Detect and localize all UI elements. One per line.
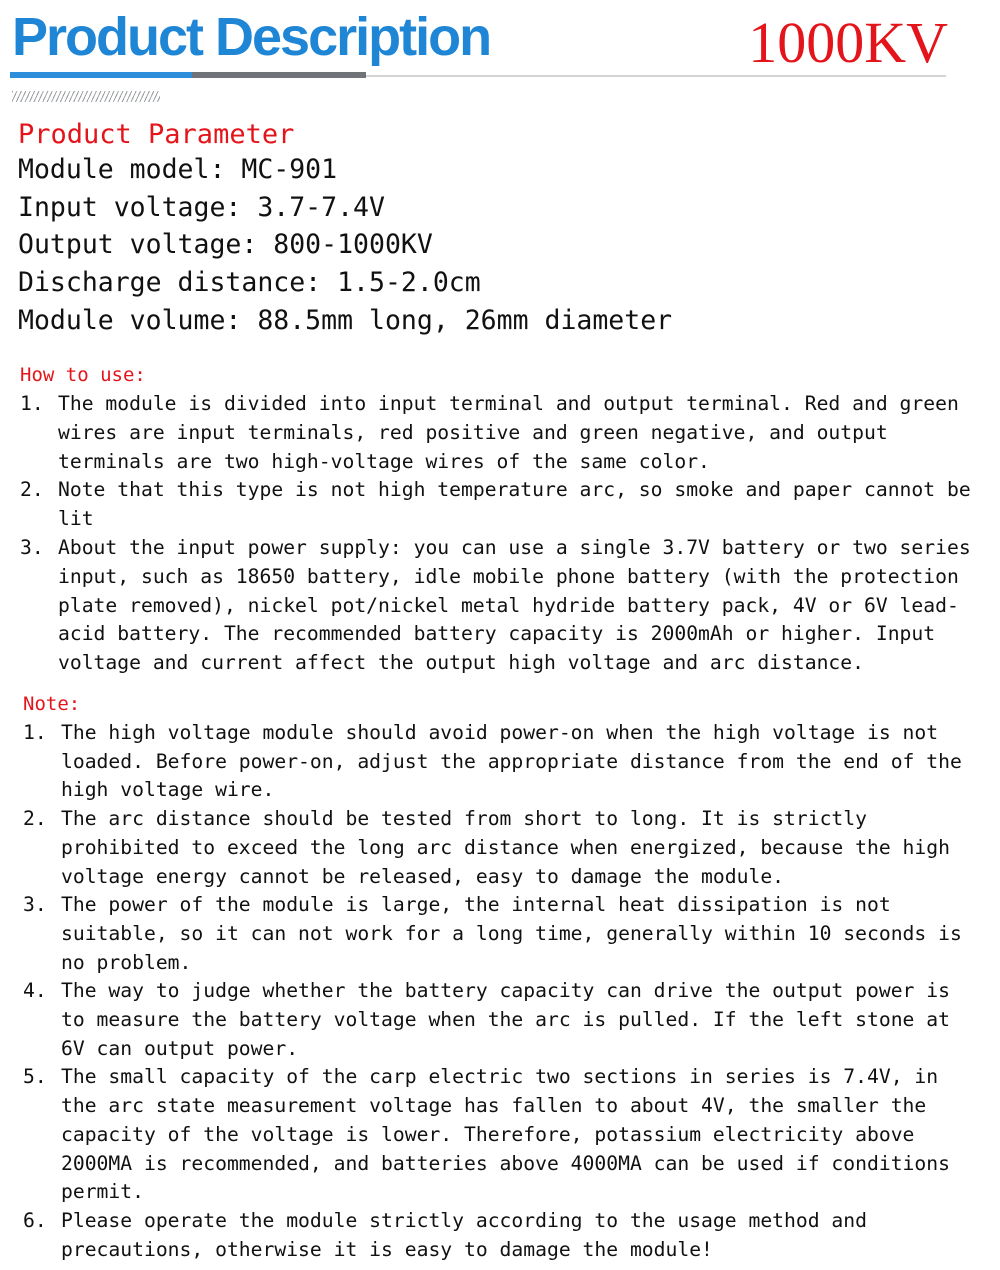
item-number: 4. — [23, 979, 47, 1003]
list-item — [23, 1207, 983, 1264]
item-number: 6. — [23, 1208, 47, 1232]
item-number: 2. — [20, 478, 44, 502]
voltage-badge: 1000KV — [748, 10, 948, 75]
page-title: Product Description — [12, 7, 491, 67]
how-to-use-list — [20, 390, 980, 678]
item-text: The power of the module is large, the internal heat dissipation is not suitable, so it can not work for a long time, generally within 10 seconds is no problem. — [61, 893, 962, 974]
item-number: 3. — [23, 893, 47, 917]
list-item — [20, 390, 980, 476]
list-item — [20, 534, 980, 678]
list-item — [23, 719, 983, 805]
item-text: The arc distance should be tested from short to long. It is strictly prohibited to exceed the long arc distance when energized, because the high voltage energy cannot be released, easy to damage the module. — [61, 807, 950, 888]
item-text: The module is divided into input terminal and output terminal. Red and green wires are input terminals, red positive and green negative, and output terminals are two high-voltage wires of the same color. — [58, 392, 959, 473]
item-text: The way to judge whether the battery capacity can drive the output power is to measure the battery voltage when the arc is pulled. If the left stone at 6V can output power. — [61, 979, 950, 1060]
note-list — [23, 719, 983, 1264]
item-text: About the input power supply: you can use a single 3.7V battery or two series input, such as 18650 battery, idle mobile phone battery (with the protection plate removed), nickel pot/nickel metal hydride battery pack, 4V or 6V lead-acid battery. The recommended battery capacity is 2000mAh or higher. Input voltage and current affect the output high voltage and arc distance. — [58, 535, 971, 675]
item-text: Note that this type is not high temperature arc, so smoke and paper cannot be lit — [58, 478, 971, 531]
item-text: The high voltage module should avoid power-on when the high voltage is not loaded. Before power-on, adjust the appropriate distance from the end of the high voltage wire. — [61, 721, 962, 802]
param-discharge-distance: Discharge distance: 1.5-2.0cm — [18, 267, 481, 299]
title-underline-dark — [192, 72, 366, 78]
param-input-voltage: Input voltage: 3.7-7.4V — [18, 191, 385, 223]
list-item — [23, 1063, 983, 1207]
param-model: Module model: MC-901 — [18, 154, 338, 185]
list-item — [23, 805, 983, 891]
title-underline-accent — [10, 72, 192, 78]
parameter-section — [18, 119, 672, 340]
item-number: 1. — [23, 721, 47, 744]
parameter-heading: Product Parameter — [18, 119, 295, 150]
list-item — [23, 977, 983, 1063]
item-number: 3. — [20, 535, 44, 559]
param-module-volume: Module volume: 88.5mm long, 26mm diameter — [18, 304, 673, 336]
item-number: 2. — [23, 807, 47, 831]
item-text: The small capacity of the carp electric two sections in series is 7.4V, in the arc state measurement voltage has fallen to about 4V, the smaller the capacity of the voltage is lower. Therefore, potassium electricity above 2000MA is recommended, and batteries above 4000MA can be used if conditions permit. — [61, 1065, 950, 1204]
param-output-voltage: Output voltage: 800-1000KV — [18, 229, 433, 261]
item-number: 5. — [23, 1065, 47, 1089]
title-divider — [366, 75, 946, 77]
list-item — [23, 891, 983, 977]
decorative-hatch — [12, 91, 160, 102]
item-text: Please operate the module strictly according to the usage method and precautions, otherwise it is easy to damage the module! — [61, 1208, 867, 1261]
note-heading: Note: — [23, 693, 81, 715]
list-item — [20, 476, 980, 534]
item-number: 1. — [20, 392, 44, 415]
how-to-use-heading: How to use: — [20, 364, 146, 386]
